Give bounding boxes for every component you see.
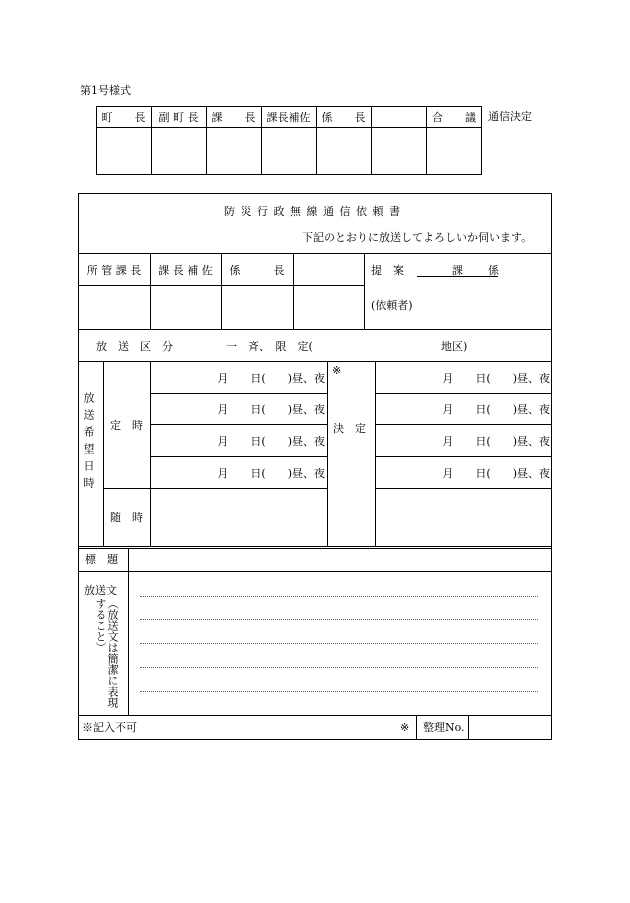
housoubun-line-4[interactable] xyxy=(140,667,538,668)
approval-side-label: 通信決定 xyxy=(488,110,532,123)
housoubun-line-5[interactable] xyxy=(140,691,538,692)
kettei-slot-3[interactable]: 月 日( )昼、夜 xyxy=(442,434,550,448)
seiri-no-label: 整理No. xyxy=(423,721,465,734)
housoubun-note: ︵放送文は簡潔に表現すること︶ xyxy=(94,598,119,708)
teiji-slot-3[interactable]: 月 日( )昼、夜 xyxy=(217,434,325,448)
zuiji-label: 随 時 xyxy=(110,511,143,524)
approval-stamp-gogi[interactable] xyxy=(426,128,482,174)
approval-stamp-kacho[interactable] xyxy=(206,128,261,174)
ka-label: 課 xyxy=(452,264,463,277)
kettei-slot-4[interactable]: 月 日( )昼、夜 xyxy=(442,466,550,480)
approval-stamp-blank[interactable] xyxy=(371,128,426,174)
kettei-slot-2[interactable]: 月 日( )昼、夜 xyxy=(442,403,550,416)
form-subtitle: 下記のとおりに放送してよろしいか伺います。 xyxy=(302,231,533,244)
kettei-slot-1[interactable]: 月 日( )昼、夜 xyxy=(442,371,550,385)
row1-extra-header[interactable] xyxy=(293,254,364,285)
irai-label: (依頼者) xyxy=(371,299,413,312)
approval-header-gogi: 合 議 xyxy=(432,110,476,124)
kacho-hosa-stamp[interactable] xyxy=(150,286,221,329)
form-number: 第1号様式 xyxy=(80,84,131,97)
housoubun-label: 放送文 xyxy=(84,584,117,597)
teiji-label: 定 時 xyxy=(110,419,143,432)
teiji-slot-2[interactable]: 月 日( )昼、夜 xyxy=(217,403,325,416)
kibou-nichiji-label: 放送希望日時 xyxy=(82,392,95,494)
kettei-mark: ※ xyxy=(332,364,342,377)
hyodai-input[interactable] xyxy=(129,549,551,571)
form-title: 防 災 行 政 無 線 通 信 依 頼 書 xyxy=(224,205,401,218)
approval-stamp-kakaricho[interactable] xyxy=(316,128,371,174)
approval-stamp-fukucho[interactable] xyxy=(151,128,206,174)
approval-header-kachohosa: 課長補佐 xyxy=(266,110,311,124)
shokan-kacho-label: 所 管 課 長 xyxy=(86,263,142,277)
approval-stamp-kachohosa[interactable] xyxy=(261,128,316,174)
seiri-no-input[interactable] xyxy=(469,716,551,739)
hyodai-label: 標 題 xyxy=(85,553,118,566)
kubun-options[interactable]: 一 斉、 限 定( xyxy=(226,340,313,353)
approval-header-fukucho: 副 町 長 xyxy=(158,110,199,124)
housoubun-line-3[interactable] xyxy=(140,643,538,644)
kubun-chiku: 地区) xyxy=(441,340,468,353)
approval-header-cho: 町 長 xyxy=(101,110,146,124)
row1-extra-stamp[interactable] xyxy=(293,286,364,329)
kettei-label: 決 定 xyxy=(333,422,366,435)
approval-stamp-cho[interactable] xyxy=(96,128,151,174)
teian-label: 提 案 xyxy=(371,264,404,277)
shokan-kacho-stamp[interactable] xyxy=(78,286,150,329)
kakaricho-label: 係 長 xyxy=(229,263,285,277)
kakaricho-stamp[interactable] xyxy=(221,286,293,329)
kettei-zuiji-input[interactable] xyxy=(375,489,552,546)
teiji-slot-4[interactable]: 月 日( )昼、夜 xyxy=(217,466,325,480)
approval-header-kakaricho: 係 長 xyxy=(321,110,366,124)
kakari-label: 係 xyxy=(488,264,499,277)
kubun-label: 放 送 区 分 xyxy=(96,340,173,353)
zuiji-input[interactable] xyxy=(150,489,327,546)
kacho-hosa-label: 課 長 補 佐 xyxy=(158,263,213,277)
housoubun-line-1[interactable] xyxy=(140,596,538,597)
approval-header-kacho: 課 長 xyxy=(211,110,256,124)
kinyu-fuka-note: ※記入不可 xyxy=(82,721,137,734)
teiji-slot-1[interactable]: 月 日( )昼、夜 xyxy=(217,371,325,385)
approval-header-blank xyxy=(371,106,426,127)
seiri-mark: ※ xyxy=(400,721,410,734)
housoubun-line-2[interactable] xyxy=(140,619,538,620)
